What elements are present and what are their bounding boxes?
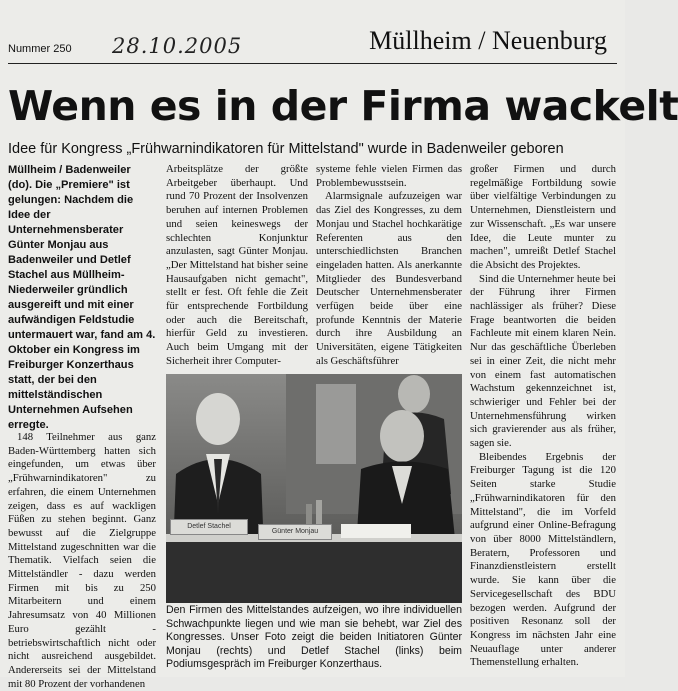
body-paragraph: Alarmsignale aufzuzeigen war das Ziel des Kongresses, zu dem Monjau und Stachel hochkarätige Referenten aus den unterschiedlichsten Branchen eingeladen hatten. Als anerkannte Mitglieder des Bundesverband Deutscher Unternehmensberater verfügen beide über eine profunde Kenntnis der Materie durch ihre Ausbildung an Universitäten, eigene Tätigkeiten als Geschäftsführer (316, 190, 462, 367)
subheadline: Idee für Kongress „Frühwarnindikatoren für Mittelstand" wurde in Badenweiler geboren (8, 141, 564, 157)
photo-caption: Den Firmen des Mittelstandes aufzeigen, wo ihre individuellen Schwachpunkte liegen und wie man sie behebt, war Ziel des Kongresses. Unser Foto zeigt die beiden Initiatoren Günter Monjau (rechts) und Detlef Stachel (links) beim Podiumsgespräch im Freiburger Konzerthaus. (166, 604, 462, 671)
nameplate-left: Detlef Stachel (170, 519, 248, 535)
column-4 (470, 163, 616, 673)
press-photo (166, 374, 462, 603)
column-1-lead (8, 163, 156, 431)
body-paragraph: Sind die Unternehmer heute bei der Führung ihrer Firmen nachlässiger als früher? Diese Frage beantworten die beiden Fachleute mit einem klaren Nein. Nur das geschäftliche Überleben sei in einer Zeit, die nicht mehr von einem fast automatischen Wachstum gekennzeichnet ist, schwieriger und Fehler bei der Unternehmensführung wirken sich gravierender aus als früher, sagen sie. (470, 272, 616, 450)
body-paragraph: Bleibendes Ergebnis der Freiburger Tagung ist die 120 Seiten starke Studie „Frühwarnindikatoren für den Mittelstand", die im Vorfeld aufgrund einer Online-Befragung von über 8000 Mittelständlern, Beratern, Professoren und Finanzdienstleistern erstellt wurde. Sie kann über die Servicegesellschaft des BDU bezogen werden. Aufgrund der positiven Resonanz soll der Kongress im nächsten Jahr eine Neuauflage unter anderer Themenstellung erhalten. (470, 450, 616, 669)
column-1-body (8, 431, 156, 690)
body-paragraph: Arbeitsplätze der größte Arbeitgeber überhaupt. Und rund 70 Prozent der Insolvenzen beruhen auf internen Problemen und seien keineswegs der schlechten Konjunktur anzulasten, sagt Günter Monjau. „Der Mittelstand hat bisher seine Hausaufgaben nicht gemacht", stellt er fest. Oft fehle die Zeit für entsprechende Fortbildung oder auch die Bereitschaft, hierfür Geld zu investieren. Auch beim Umgang mit der Sicherheit ihrer Computer- (166, 163, 308, 367)
section-location: Müllheim / Neuenburg (369, 26, 607, 55)
column-2 (166, 163, 308, 369)
photo-illustration (166, 374, 462, 603)
header-rule (8, 63, 617, 64)
column-3 (316, 163, 462, 369)
body-paragraph: systeme fehle vielen Firmen das Problembewusstsein. (316, 163, 462, 189)
body-paragraph: großer Firmen und durch regelmäßige Fortbildung sowie über vielfältige Verbindungen zu Unternehmen, Dienstleistern und zur Wissenschaft. „Es war unsere Idee, die Leute munter zu machen", umreißt Detlef Stachel die Absicht des Projektes. (470, 163, 616, 271)
headline: Wenn es in der Firma wackelt (8, 82, 678, 130)
lead-paragraph: Müllheim / Badenweiler (do). Die „Premiere" ist gelungen: Nachdem die Idee der Unternehmensberater Günter Monjau aus Badenweiler und Detlef Stachel aus Müllheim-Niederweiler gründlich ausgereift und mit einer aufwändigen Feldstudie untermauert war, fand am 4. Oktober ein Kongress im Freiburger Konzerthaus statt, der bei den mittelständischen Unternehmen Aufsehen erregte. (8, 164, 156, 431)
body-paragraph: 148 Teilnehmer aus ganz Baden-Württemberg hatten sich eingefunden, um etwas über „Frühwarnindikatoren" zu erfahren, die einem Unternehmen zeigen, dass es auf wackligen Füßen zu stehen beginnt. Ganz bewusst auf die Zielgruppe Mittelstand zugeschnitten war die Thematik. Vielfach seien die Mittelständler - dazu werden Firmen mit bis zu 250 Mitarbeitern und einem Jahresumsatz von 40 Millionen Euro gezählt - betriebswirtschaftlich nicht oder nicht ausreichend ausgebildet. Andererseits sei der Mittelstand mit 80 Prozent der vorhandenen (8, 431, 156, 690)
handwritten-date: 28.10.2005 (112, 34, 243, 58)
nameplate-right: Günter Monjau (258, 524, 332, 540)
issue-number: Nummer 250 (8, 43, 72, 55)
